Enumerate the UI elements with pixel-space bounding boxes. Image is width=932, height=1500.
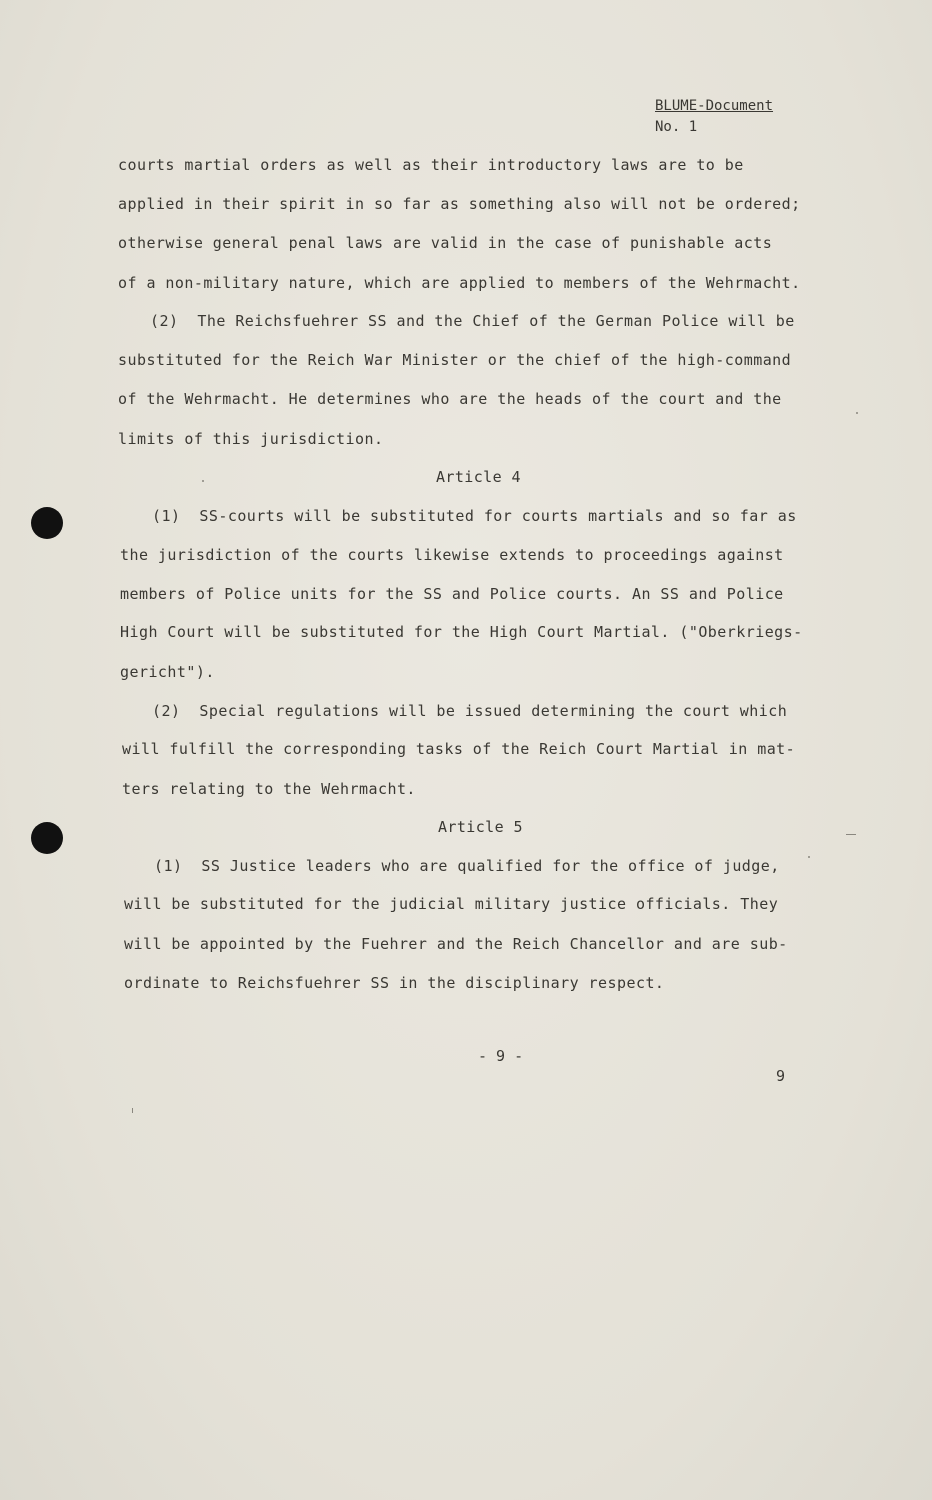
body-line: of the Wehrmacht. He determines who are the heads of the court and the xyxy=(118,390,782,408)
document-title: BLUME-Document xyxy=(655,98,774,114)
body-line: members of Police units for the SS and Police courts. An SS and Police xyxy=(120,585,784,603)
body-line: (1) SS-courts will be substituted for courts martials and so far as xyxy=(152,507,797,525)
document-header xyxy=(655,96,773,138)
body-line: will be substituted for the judicial military justice officials. They xyxy=(124,895,779,913)
document-number: No. 1 xyxy=(655,119,698,135)
body-line: applied in their spirit in so far as something also will not be ordered; xyxy=(118,195,801,213)
body-line: (1) SS Justice leaders who are qualified for the office of judge, xyxy=(154,857,780,875)
body-line: (2) The Reichsfuehrer SS and the Chief of the German Police will be xyxy=(150,312,795,330)
body-line: substituted for the Reich War Minister or the chief of the high-command xyxy=(118,351,792,369)
body-line: limits of this jurisdiction. xyxy=(118,430,384,448)
body-line: (2) Special regulations will be issued determining the court which xyxy=(152,702,788,720)
body-line: the jurisdiction of the courts likewise extends to proceedings against xyxy=(120,546,784,564)
body-line: High Court will be substituted for the High Court Martial. ("Oberkriegs- xyxy=(120,623,803,641)
punch-hole-lower xyxy=(31,822,63,854)
body-line: will fulfill the corresponding tasks of the Reich Court Martial in mat- xyxy=(122,740,796,758)
article-5-heading: Article 5 xyxy=(438,818,523,836)
body-line: of a non-military nature, which are applied to members of the Wehrmacht. xyxy=(118,274,801,292)
body-line: otherwise general penal laws are valid in the case of punishable acts xyxy=(118,234,773,252)
body-line: ters relating to the Wehrmacht. xyxy=(122,780,416,798)
page-number-center: - 9 - xyxy=(478,1047,524,1065)
body-line: ordinate to Reichsfuehrer SS in the disciplinary respect. xyxy=(124,974,665,992)
punch-hole-upper xyxy=(31,507,63,539)
page-number-right: 9 xyxy=(776,1067,786,1085)
body-line: courts martial orders as well as their introductory laws are to be xyxy=(118,156,744,174)
body-line: gericht"). xyxy=(120,663,215,681)
body-line: will be appointed by the Fuehrer and the Reich Chancellor and are sub- xyxy=(124,935,788,953)
article-4-heading: Article 4 xyxy=(436,468,521,486)
